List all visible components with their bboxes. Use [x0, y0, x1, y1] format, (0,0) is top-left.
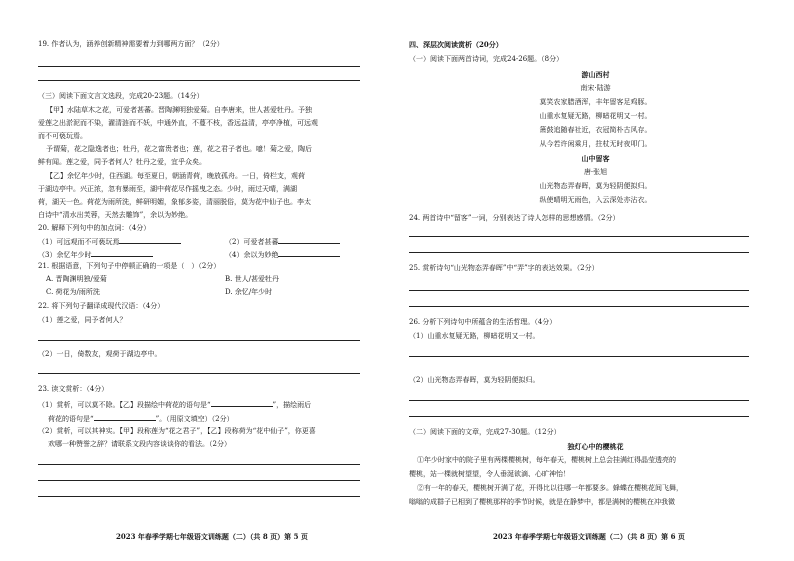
question-26-item-1: （1）山重水复疑无路，柳暗花明又一村。: [409, 332, 540, 340]
passage-yi-line: 白诗中“清水出芙蓉，天然去雕饰”，余以为妙绝。: [38, 211, 193, 219]
section-4-heading: 四、深层次阅读赏析（20分）: [409, 40, 503, 49]
question-22-item-1: （1）莲之爱，同予者何人？: [38, 316, 127, 324]
question-21-option-d: D. 余忆/年少时: [225, 288, 273, 296]
essay-line: 嗡嗡的成群子已相到了樱桃那样的季节时候，就是在静梦中，都是满树的樱桃在冲我微: [409, 498, 675, 506]
question-21-option-a: A. 晋陶渊明独/爱菊: [46, 275, 107, 283]
question-23: 23. 读文赏析：（4分）: [38, 385, 109, 393]
essay-title: 独灯心中的樱桃花: [567, 442, 624, 451]
passage-yi-line: 荷，湖天一色。荷花为雨所洗，鲜研明媚，象郁多姿，清丽脱俗，莫为花中仙子也。李太: [38, 198, 311, 206]
subsection-2-heading: （二）阅读下面的文章，完成27-30题。（12分）: [409, 428, 561, 436]
poem-1-line: 箫鼓追随春社近，衣冠简朴古风存。: [539, 126, 652, 134]
answer-line: [409, 356, 749, 357]
answer-line: [38, 496, 360, 497]
question-25: 25. 赏析诗句“山光物态弄春晖”中“弄”字的表达效果。（2分）: [409, 264, 599, 272]
answer-line: [38, 80, 360, 81]
answer-line: [38, 373, 360, 374]
poem-1-line: 莫笑农家腊酒浑，丰年留客足鸡豚。: [539, 98, 652, 106]
essay-line: ①年少时家中的院子里有两棵樱桃树，每年春天，樱桃树上总会挂满红得晶莹透亮的: [417, 456, 676, 464]
question-26: 26. 分析下列诗句中所蕴含的生活哲理。（4分）: [409, 318, 557, 326]
passage-yi-line: 【乙】余忆年少时，住西湖。每至夏日，朝涵青荷，晚放孤舟。一日，倚栏支，观荷: [46, 172, 305, 180]
answer-line: [38, 66, 360, 67]
answer-line: [409, 306, 749, 307]
question-23-item-1: （1）赏析，可以莫不除。【乙】段描绘中荷花的语句是“ ”，描绘雨后: [38, 401, 312, 409]
question-23-item-1-cont: 荷花的语句是“ ”。（用原文填空）（2分）: [48, 415, 234, 423]
subsection-1-heading: （一）阅读下面两首诗词，完成24-26题。（8分）: [409, 55, 564, 63]
section-3-heading: （三）阅读下面文言文选段，完成20-23题。（14分）: [38, 92, 204, 100]
question-20-item: （3）余忆年少时: [38, 249, 153, 260]
poem-2-line: 纵使晴明无雨色，入云深处亦沾衣。: [539, 196, 652, 204]
question-21-option-b: B. 世人/甚爱牡丹: [225, 275, 279, 283]
poem-1-title: 游山西村: [581, 70, 610, 79]
question-23-item-2: （2）赏析，可以其神实。【甲】段称莲为“花之君子”，【乙】段称荷为“花中仙子”，你更喜: [38, 427, 316, 435]
question-20: 20. 解释下列句中的加点词：（4分）: [38, 224, 151, 232]
passage-jia-line: 爱莲之出淤泥而不染，濯清涟而不妖，中通外直，不蔓不枝，香远益清，亭亭净植，可远观: [38, 119, 318, 127]
poem-1-author: 南宋·陆游: [580, 84, 611, 92]
question-20-item: （1）可远观而不可亵玩焉: [38, 236, 181, 247]
answer-line: [409, 236, 749, 237]
passage-yi-line: 于湖边亭中。兴正浓，忽有暴雨至，湖中荷花尽作摇曳之态。少时，雨过天晴，满湖: [38, 185, 297, 193]
answer-line: [409, 252, 749, 253]
question-22-item-2: （2）一日，倚数友，观荷于湖边亭中。: [38, 350, 162, 358]
answer-line: [409, 400, 749, 401]
answer-line: [38, 480, 360, 481]
page-footer: 2023 年春季学期七年级语文训练题（二）（共 8 页）第 6 页: [493, 532, 685, 541]
question-21: 21. 根据语意，下列句子中停顿正确的一项是（ ）（2分）: [38, 262, 221, 270]
answer-line: [38, 464, 360, 465]
question-26-item-2: （2）山光物态弄春晖，莫为轻阴便拟归。: [409, 376, 540, 384]
question-19: 19. 作者认为，涵养创新精神需要着力到哪两方面？（2分）: [38, 40, 224, 48]
poem-2-author: 唐·张旭: [583, 168, 608, 176]
passage-jia-line: 鲜有闻。莲之爱，同予者何人？牡丹之爱，宜乎众矣。: [38, 158, 206, 166]
question-24: 24. 两首诗中“留客”一词，分别表达了诗人怎样的思想感情。（2分）: [409, 214, 620, 222]
essay-line: ②有一年的春天，樱桃树开满了花，开得比以往哪一年都要多。蜂蝶在樱桃花间飞舞，: [417, 484, 683, 492]
essay-line: 樱桃，站一棵就树望望，令人垂涎欲滴、心旷神怡！: [409, 470, 570, 478]
question-21-option-c: C. 荷花为/雨所洗: [46, 288, 100, 296]
answer-line: [409, 290, 749, 291]
poem-2-title: 山中留客: [581, 154, 610, 163]
poem-1-line: 从今若许闲乘月，拄杖无时夜叩门。: [539, 140, 652, 148]
poem-2-line: 山光物态弄春晖，莫为轻阴便拟归。: [539, 182, 652, 190]
question-20-item: （2）可爱者甚蕃: [225, 236, 340, 247]
answer-line: [38, 340, 360, 341]
passage-jia-line: 予谓菊，花之隐逸者也；牡丹，花之富贵者也；莲，花之君子者也。噫！菊之爱，陶后: [46, 145, 312, 153]
answer-line: [409, 416, 749, 417]
right-page: [397, 0, 794, 561]
passage-jia-line: 【甲】水陆草木之花，可爱者甚蕃。晋陶渊明独爱菊。自李唐来，世人甚爱牡丹。予独: [46, 106, 312, 114]
poem-1-line: 山重水复疑无路，柳暗花明又一村。: [539, 112, 652, 120]
passage-jia-line: 而不可亵玩焉。: [38, 132, 87, 140]
page-footer: 2023 年春季学期七年级语文训练题（二）（共 8 页）第 5 页: [116, 532, 308, 541]
question-23-item-2-cont: 欢哪一种赞誉之辞？请联系文段内容谈谈你的看法。（2分）: [48, 440, 231, 448]
question-22: 22. 将下列句子翻译成现代汉语：（4分）: [38, 302, 165, 310]
question-20-item: （4）余以为妙绝: [225, 249, 340, 260]
